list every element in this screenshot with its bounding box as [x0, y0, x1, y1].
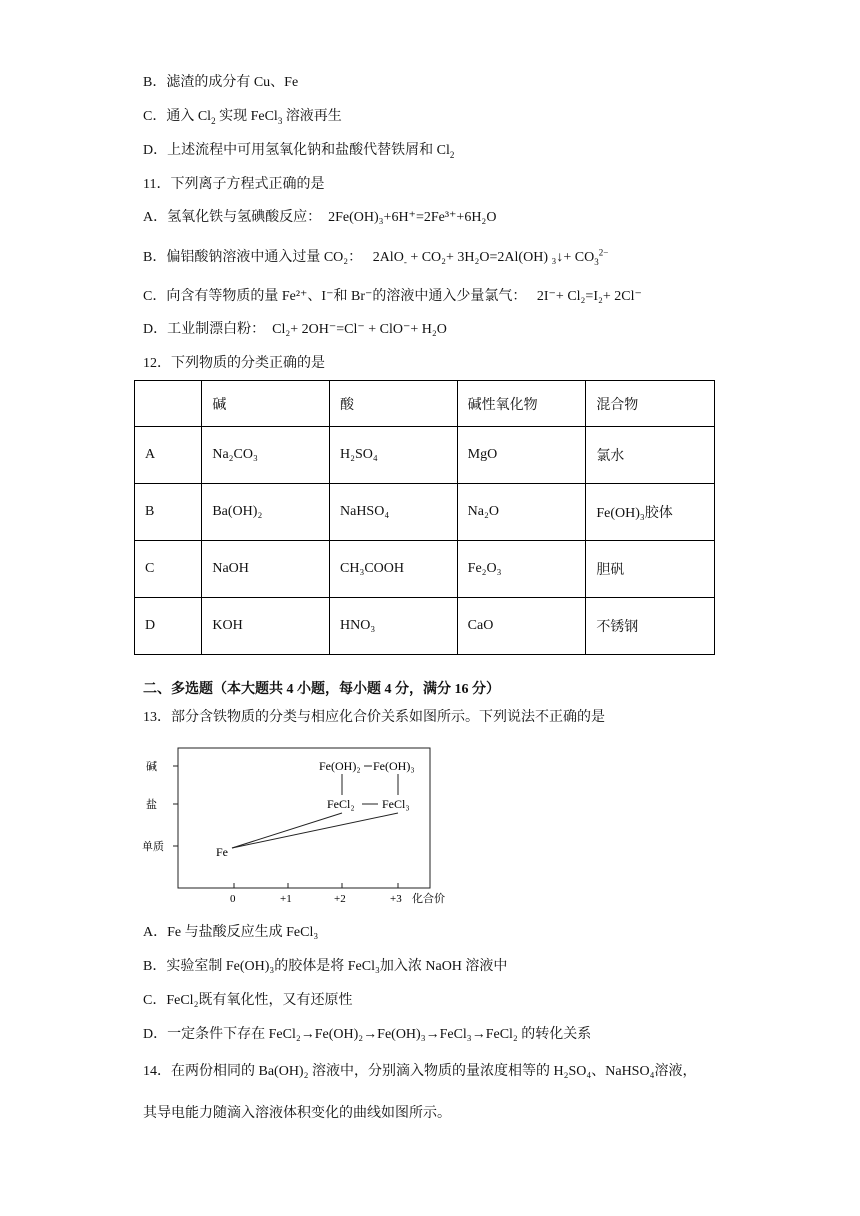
q10-option-d: D．上述流程中可用氢氧化钠和盐酸代替铁屑和 $Cl_2$ [143, 143, 455, 160]
q13-option-c: C．FeCl₂既有氧化性，又有还原性 [143, 993, 353, 1008]
table-cell: A [135, 427, 202, 484]
y-label-element: 单质 [142, 841, 164, 853]
q11-option-d: D．工业制漂白粉： Cl₂+ 2OH⁻=Cl⁻ + ClO⁻+ H₂O [143, 322, 447, 337]
table-cell: Ba(OH)₂ [202, 484, 330, 541]
q13-option-d: D．一定条件下存在 FeCl₂→Fe(OH)₂→Fe(OH)₃→FeCl₃→FeCl₂ 的转化关系 [143, 1027, 592, 1042]
node-fe: Fe [216, 845, 228, 859]
table-header-cell [135, 381, 202, 427]
q11-option-a: A．氢氧化铁与氢碘酸反应： 2Fe(OH)₃+6H⁺=2Fe³⁺+6H₂O [143, 210, 497, 225]
iron-valence-diagram [140, 740, 460, 910]
node-feoh3: Fe(OH)₃ [373, 759, 415, 773]
y-label-salt: 盐 [146, 799, 157, 811]
x-tick: +2 [334, 893, 346, 905]
table-cell: 胆矾 [586, 541, 715, 598]
q11-option-c: C．向含有等物质的量 Fe²⁺、I⁻和 Br⁻的溶液中通入少量氯气： 2I⁻+ Cl₂=I₂+ 2Cl⁻ [143, 289, 642, 304]
q13-option-b: B．实验室制 Fe(OH)₃的胶体是将 FeCl₃加入浓 NaOH 溶液中 [143, 959, 508, 974]
table-header-cell: 酸 [330, 381, 458, 427]
table-cell: C [135, 541, 202, 598]
q11-stem: 11．下列离子方程式正确的是 [143, 177, 325, 192]
table-header-cell: 碱 [202, 381, 330, 427]
table-cell: CaO [457, 598, 586, 655]
q11-option-b: B．偏铝酸钠溶液中通入过量 CO₂： 2AlO$_-$ + CO₂+ 3H₂O=2Al(OH) ₃↓+ $CO_3^{2-}$ [143, 247, 609, 267]
table-row [135, 598, 715, 655]
q14-stem-line1: 14．在两份相同的 Ba(OH)₂ 溶液中，分别滴入物质的量浓度相等的 H₂SO₄、NaHSO₄溶液， [143, 1064, 697, 1079]
y-label-base: 碱 [146, 761, 157, 773]
x-axis-label: 化合价 [412, 893, 445, 905]
table-cell: B [135, 484, 202, 541]
x-tick: +3 [390, 893, 402, 905]
table-cell: Na₂O [457, 484, 586, 541]
classification-table [134, 380, 715, 655]
table-cell: Fe₂O₃ [457, 541, 586, 598]
q12-stem: 12．下列物质的分类正确的是 [143, 356, 325, 371]
table-cell: CH₃COOH [330, 541, 458, 598]
q13-option-a: A．Fe 与盐酸反应生成 FeCl₃ [143, 925, 319, 940]
q14-stem-line2: 其导电能力随滴入溶液体积变化的曲线如图所示。 [143, 1106, 451, 1121]
q10-option-b: B．滤渣的成分有 Cu、Fe [143, 75, 299, 90]
table-cell: Fe(OH)₃胶体 [586, 484, 715, 541]
section-heading: 二、多选题（本大题共 4 小题，每小题 4 分，满分 16 分） [143, 682, 500, 697]
table-header-cell: 碱性氧化物 [457, 381, 586, 427]
node-fecl2: FeCl₂ [327, 797, 355, 811]
table-row [135, 484, 715, 541]
table-row [135, 427, 715, 484]
table-cell: 不锈钢 [586, 598, 715, 655]
table-cell: D [135, 598, 202, 655]
table-cell: MgO [457, 427, 586, 484]
node-fecl3: FeCl₃ [382, 797, 410, 811]
table-cell: NaOH [202, 541, 330, 598]
table-cell: KOH [202, 598, 330, 655]
table-cell: HNO₃ [330, 598, 458, 655]
q13-stem: 13．部分含铁物质的分类与相应化合价关系如图所示。下列说法不正确的是 [143, 710, 605, 725]
table-row [135, 541, 715, 598]
q10-option-c: C．通入 $Cl_2$ 实现 FeCl$_3$ 溶液再生 [143, 109, 342, 126]
x-tick: +1 [280, 893, 292, 905]
table-cell: 氯水 [586, 427, 715, 484]
x-tick: 0 [230, 893, 236, 905]
table-cell: H₂SO₄ [330, 427, 458, 484]
table-header-row [135, 381, 715, 427]
table-cell: Na₂CO₃ [202, 427, 330, 484]
table-cell: NaHSO₄ [330, 484, 458, 541]
table-header-cell: 混合物 [586, 381, 715, 427]
node-feoh2: Fe(OH)₂ [319, 759, 361, 773]
